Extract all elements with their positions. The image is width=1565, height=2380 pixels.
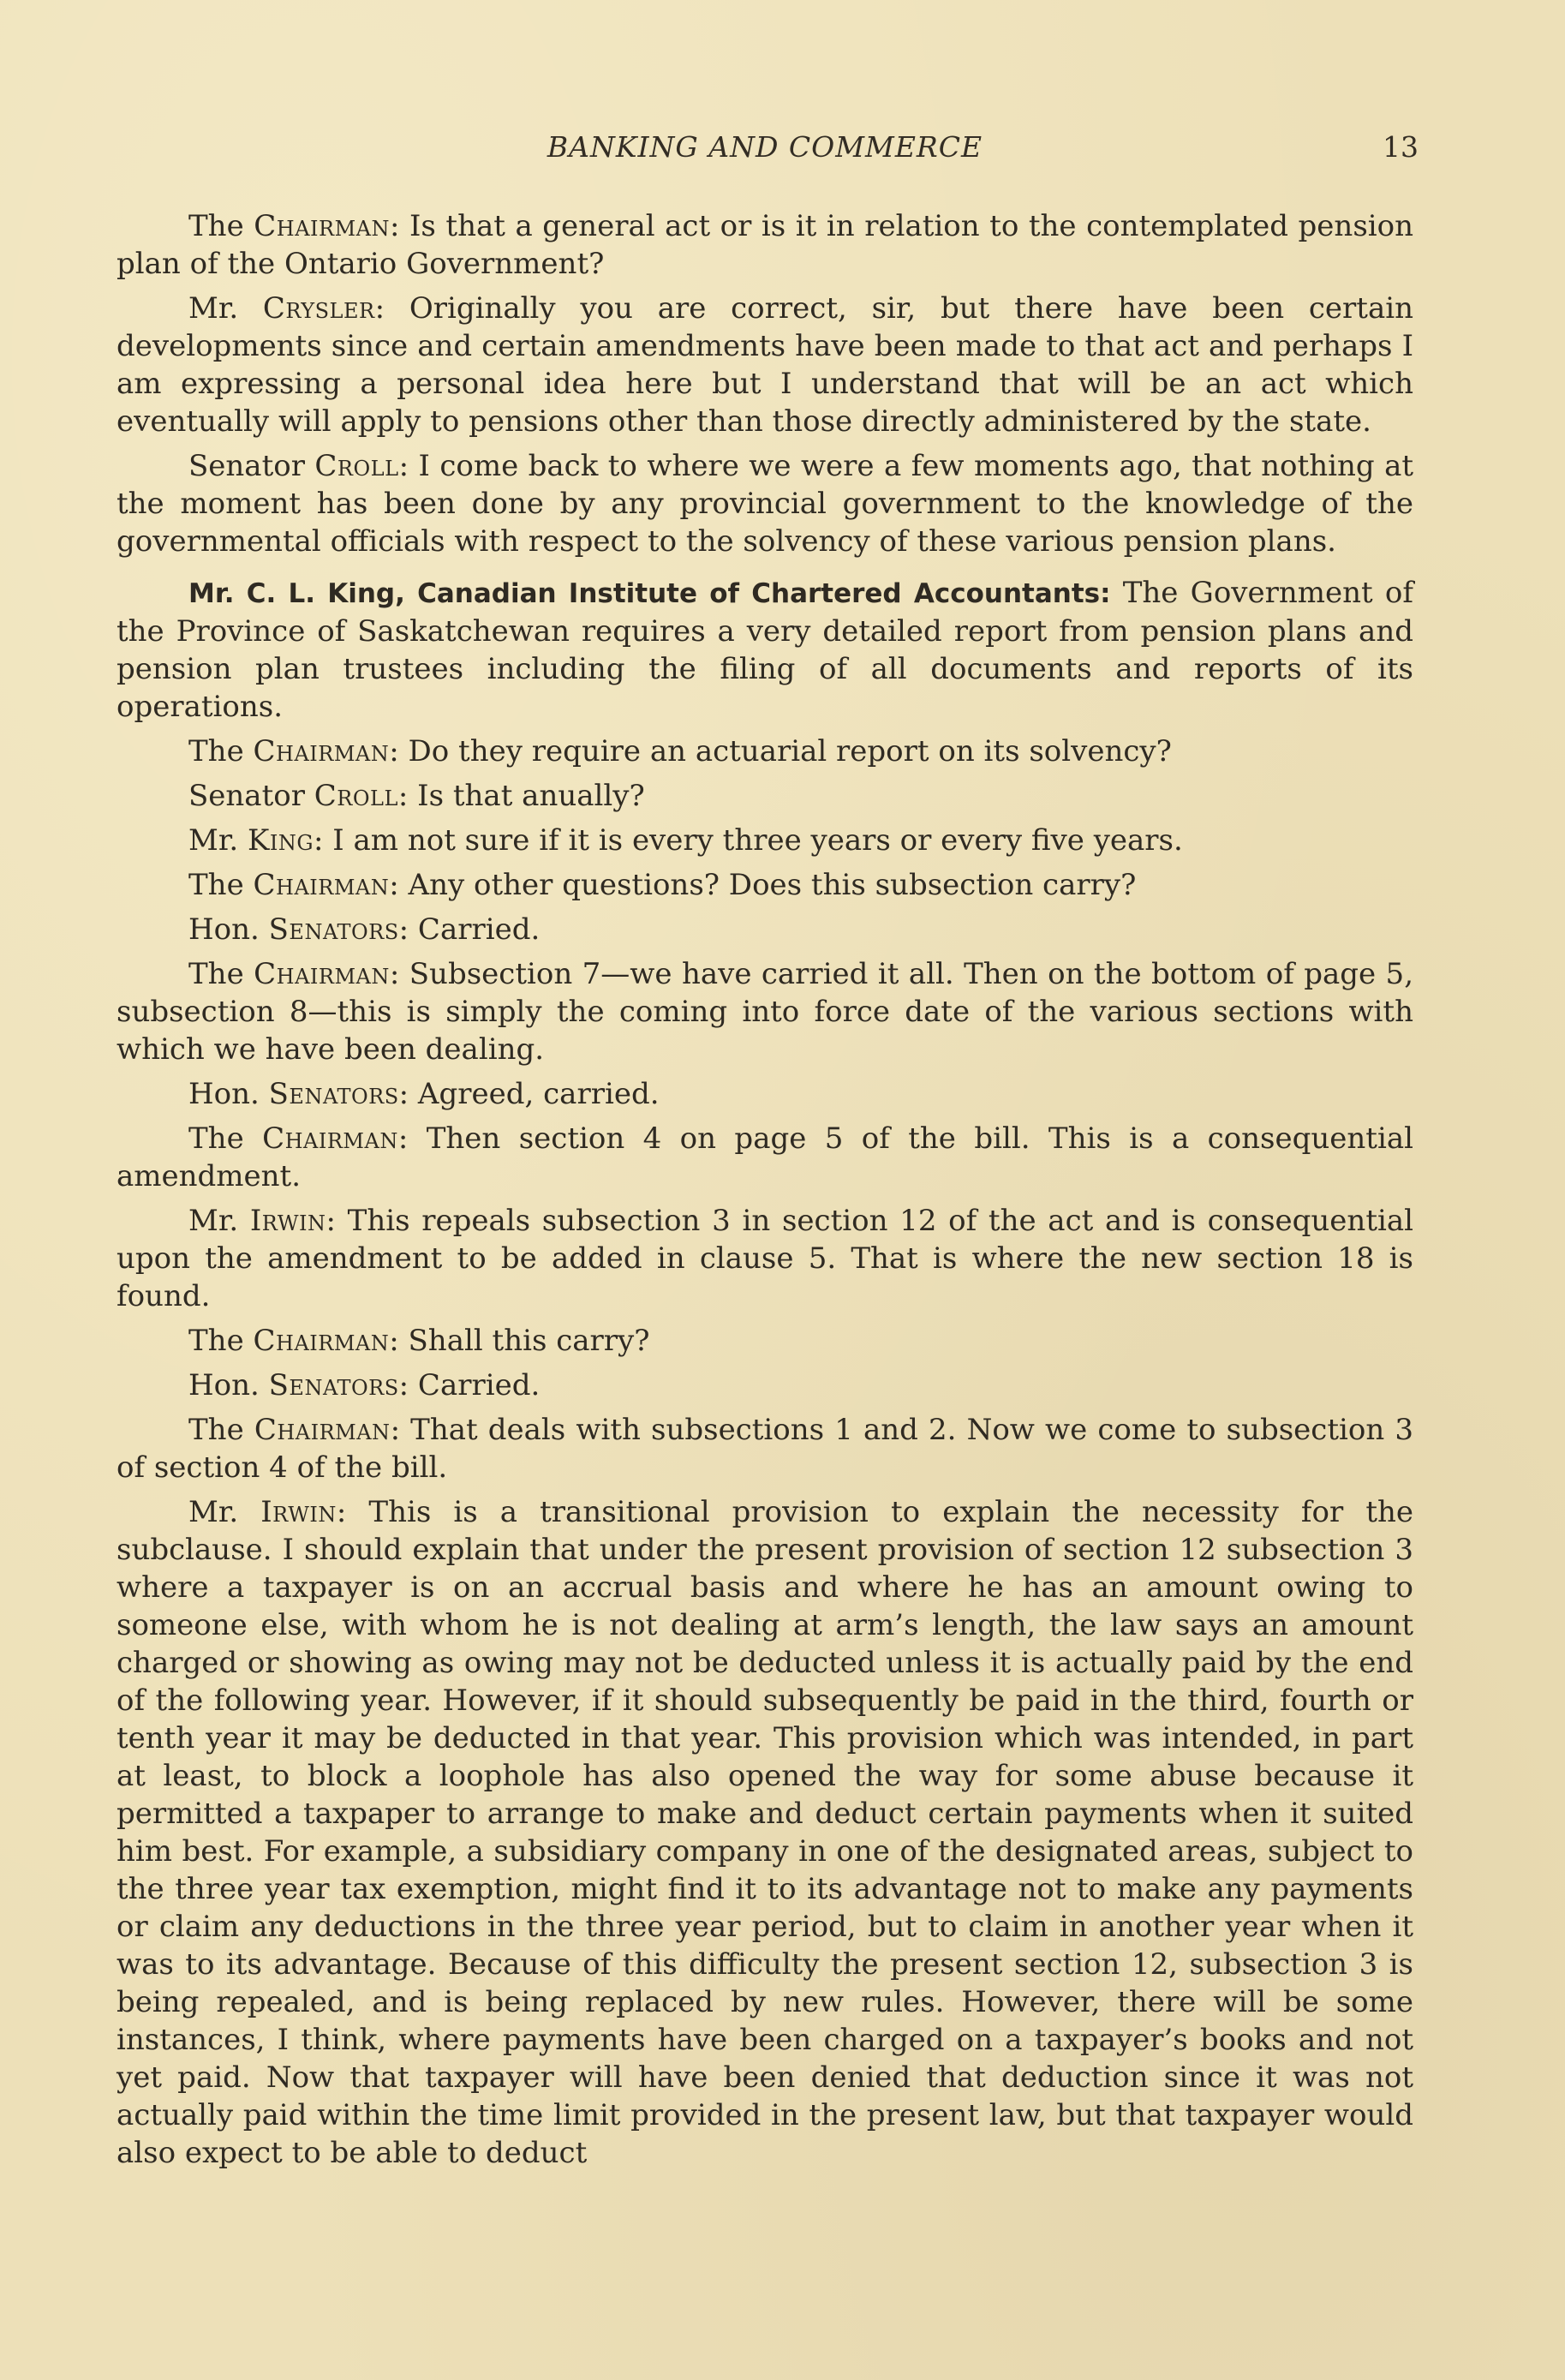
paragraph-chairman-7 <box>116 1411 1413 1486</box>
speaker-name: Senators <box>268 1077 399 1111</box>
paragraph-text: : Any other questions? Does this subsection carry? <box>389 868 1137 902</box>
speaker-title: The <box>188 1413 244 1447</box>
paragraph-text: : Is that anually? <box>397 779 645 813</box>
speaker-name: Chairman <box>254 957 390 991</box>
speaker-name: Croll <box>314 779 398 813</box>
paragraph-text: : That deals with subsections 1 and 2. Now we come to subsection 3 of section 4 of the bill. <box>116 1413 1413 1485</box>
paragraph-king <box>116 822 1413 859</box>
paragraph-text: : Carried. <box>398 1368 541 1402</box>
speaker-title: Hon. <box>188 1368 260 1402</box>
speaker-name: Crysler <box>262 291 375 326</box>
paragraph-chairman-6 <box>116 1322 1413 1360</box>
speaker-title: The <box>188 957 244 991</box>
paragraph-text: : I come back to where we were a few moments ago, that nothing at the moment has been done by any provincial government to the knowledge of the governmental officials with respect to the solvency of these various pension plans. <box>116 449 1414 559</box>
page-number: 13 <box>1383 130 1419 164</box>
paragraph-text: : Originally you are correct, sir, but there have been certain developments since and certain amendments have been made to that act and perhaps I am expressing a personal idea here but I understand that will be an act which eventually will apply to pensions other than those directly administered by the state. <box>116 291 1413 439</box>
paragraph-croll-1 <box>116 447 1413 560</box>
speaker-name: Chairman <box>254 209 390 243</box>
speaker-title: The <box>188 868 244 902</box>
paragraph-croll-2 <box>116 777 1413 815</box>
paragraph-text: : This is a transitional provision to explain the necessity for the subclause. I should explain that under the present provision of section 12 subsection 3 where a taxpayer is on an accrual basis and where he has an amount owing to someone else, with whom he is not dealing at arm’s length, the law says an amount charged or showing as owing may not be deducted unless it is actually paid by the end of the following year. However, if it should subsequently be paid in the third, fourth or tenth year it may be deducted in that year. This provision which was intended, in part at least, to block a loophole has also opened the way for some abuse because it permitted a taxpaper to arrange to make and deduct certain payments when it suited him best. For example, a subsidiary company in one of the designated areas, subject to the three year tax exemption, might find it to its advantage not to make any payments or claim any deductions in the three year period, but to claim in another year when it was to its advantage. Because of this difficulty the present section 12, subsection 3 is being repealed, and is being replaced by new rules. However, there will be some instances, I think, where payments have been charged on a taxpayer’s books and not yet paid. Now that taxpayer will have been denied that deduction since it was not actually paid within the time limit provided in the present law, but that taxpayer would also expect to be able to deduct <box>116 1495 1413 2170</box>
speaker-name: Irwin <box>249 1204 326 1238</box>
paragraph-irwin-2 <box>116 1493 1413 2172</box>
speaker-name: King <box>247 823 314 858</box>
paragraph-chairman-4 <box>116 955 1413 1068</box>
speaker-name: Chairman <box>253 868 390 902</box>
paragraph-senators-2 <box>116 1075 1413 1113</box>
paragraph-text: : Is that a general act or is it in relation to the contemplated pension plan of the Ontario Government? <box>116 209 1414 281</box>
paragraph-chairman-1 <box>116 207 1413 283</box>
paragraph-text: : Do they require an actuarial report on its solvency? <box>389 734 1172 768</box>
speaker-title: The <box>188 734 244 768</box>
speaker-name: Chairman <box>254 1413 391 1447</box>
paragraph-senators-3 <box>116 1366 1413 1404</box>
paragraph-text: : I am not sure if it is every three years or every five years. <box>314 823 1183 858</box>
speaker-name: Senators <box>268 1368 399 1402</box>
speaker-title: The <box>188 209 244 243</box>
speaker-title: Mr. <box>188 291 239 326</box>
speaker-title: Mr. <box>188 1204 239 1238</box>
speaker-title: The <box>188 1121 244 1156</box>
speaker-name: Chairman <box>253 1324 390 1358</box>
running-header <box>116 120 1419 171</box>
speaker-title: Senator <box>188 449 305 483</box>
paragraph-chairman-3 <box>116 866 1413 904</box>
paragraph-chairman-5 <box>116 1120 1413 1195</box>
running-title: BANKING AND COMMERCE <box>547 130 983 164</box>
speaker-title: Mr. <box>188 1495 239 1529</box>
paragraph-text: : Subsection 7—we have carried it all. Then on the bottom of page 5, subsection 8—this is simply the coming into force date of the various sections with which we have been dealing. <box>116 957 1414 1067</box>
paragraph-text: : This repeals subsection 3 in section 12 of the act and is consequential upon the amendment to be added in clause 5. That is where the new section 18 is found. <box>116 1204 1413 1313</box>
paragraph-text: : Agreed, carried. <box>398 1077 660 1111</box>
paragraph-king-witness <box>116 574 1413 726</box>
speaker-title: Hon. <box>188 912 260 947</box>
speaker-name: Chairman <box>262 1121 398 1156</box>
paragraph-text: : Carried. <box>398 912 541 947</box>
paragraph-chairman-2 <box>116 733 1413 770</box>
speaker-title: Hon. <box>188 1077 260 1111</box>
speaker-title: Senator <box>188 779 305 813</box>
witness-heading: Mr. C. L. King, Canadian Institute of Chartered Accountants: <box>188 578 1111 609</box>
paragraph-text: : Shall this carry? <box>389 1324 650 1358</box>
speaker-name: Croll <box>314 449 399 483</box>
speaker-title: The <box>188 1324 244 1358</box>
paragraph-text: : Then section 4 on page 5 of the bill. This is a consequential amendment. <box>116 1121 1413 1193</box>
paragraph-irwin-1 <box>116 1202 1413 1315</box>
paragraph-senators-1 <box>116 911 1413 948</box>
speaker-name: Senators <box>268 912 399 947</box>
paragraph-crysler <box>116 290 1413 440</box>
speaker-name: Irwin <box>260 1495 337 1529</box>
paragraph-text: The Government of the Province of Saskatchewan requires a very detailed report from pension plans and pension plan trustees including the filing of all documents and reports of its operations. <box>116 576 1413 724</box>
speaker-title: Mr. <box>188 823 239 858</box>
speaker-name: Chairman <box>253 734 390 768</box>
document-page <box>116 120 1419 2172</box>
